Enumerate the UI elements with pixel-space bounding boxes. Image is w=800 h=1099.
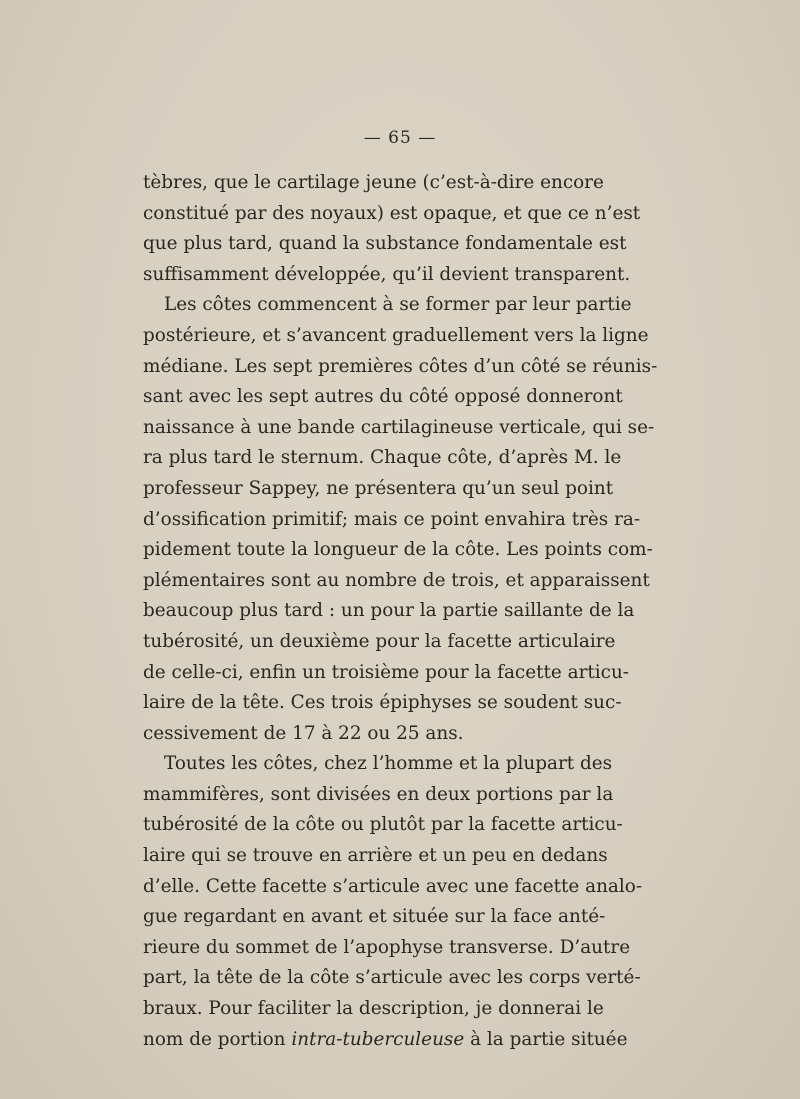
paragraph-start-line: Les côtes commencent à se former par leur partie — [164, 294, 632, 316]
text-line: ra plus tard le sternum. Chaque côte, d’après M. le — [143, 447, 622, 469]
text-line: beaucoup plus tard : un pour la partie saillante de la — [143, 600, 635, 622]
text-line: mammifères, sont divisées en deux portions par la — [143, 783, 614, 805]
text-line: tubérosité, un deuxième pour la facette articulaire — [143, 630, 616, 652]
text-line: médiane. Les sept premières côtes d’un côté se réunis- — [143, 355, 658, 377]
text-line: rieure du sommet de l’apophyse transverse. D’autre — [143, 936, 631, 958]
text-line: professeur Sappey, ne présentera qu’un seul point — [143, 477, 614, 499]
text-line: tèbres, que le cartilage jeune (c’est-à-dire encore — [143, 172, 604, 193]
text-line: d’ossification primitif; mais ce point envahira très ra- — [143, 508, 641, 530]
text-line: d’elle. Cette facette s’articule avec une facette analo- — [143, 875, 643, 897]
text-line: suffisamment développée, qu’il devient transparent. — [143, 263, 631, 285]
text-line: de celle-ci, enfin un troisième pour la facette articu- — [143, 661, 630, 683]
text-segment: nom de portion — [143, 1028, 286, 1050]
text-line: que plus tard, quand la substance fondamentale est — [143, 233, 627, 255]
text-line: laire qui se trouve en arrière et un peu en dedans — [143, 845, 608, 867]
page-number: — 65 — — [363, 128, 437, 148]
text-line: naissance à une bande cartilagineuse verticale, qui se- — [143, 416, 655, 438]
text-line: sant avec les sept autres du côté opposé donneront — [143, 386, 623, 408]
paragraph-start-line: Toutes les côtes, chez l’homme et la plupart des — [164, 753, 613, 775]
text-line: cessivement de 17 à 22 ou 25 ans. — [143, 722, 464, 744]
text-line: postérieure, et s’avancent graduellement vers la ligne — [143, 324, 649, 346]
text-segment: à la partie située — [470, 1028, 628, 1050]
text-line: plémentaires sont au nombre de trois, et apparaissent — [143, 569, 650, 591]
text-line: part, la tête de la côte s’articule avec les corps verté- — [143, 967, 641, 989]
italic-term: intra-tuberculeuse — [291, 1028, 465, 1050]
text-line: tubérosité de la côte ou plutôt par la facette articu- — [143, 814, 623, 836]
text-line: constitué par des noyaux) est opaque, et que ce n’est — [143, 202, 641, 224]
text-line: gue regardant en avant et située sur la face anté- — [143, 906, 606, 928]
body-text — [143, 168, 658, 1055]
text-line: pidement toute la longueur de la côte. Les points com- — [143, 539, 653, 561]
text-line-with-italic — [143, 1025, 628, 1056]
text-line: braux. Pour faciliter la description, je donnerai le — [143, 998, 604, 1020]
text-line: laire de la tête. Ces trois épiphyses se soudent suc- — [143, 692, 622, 714]
